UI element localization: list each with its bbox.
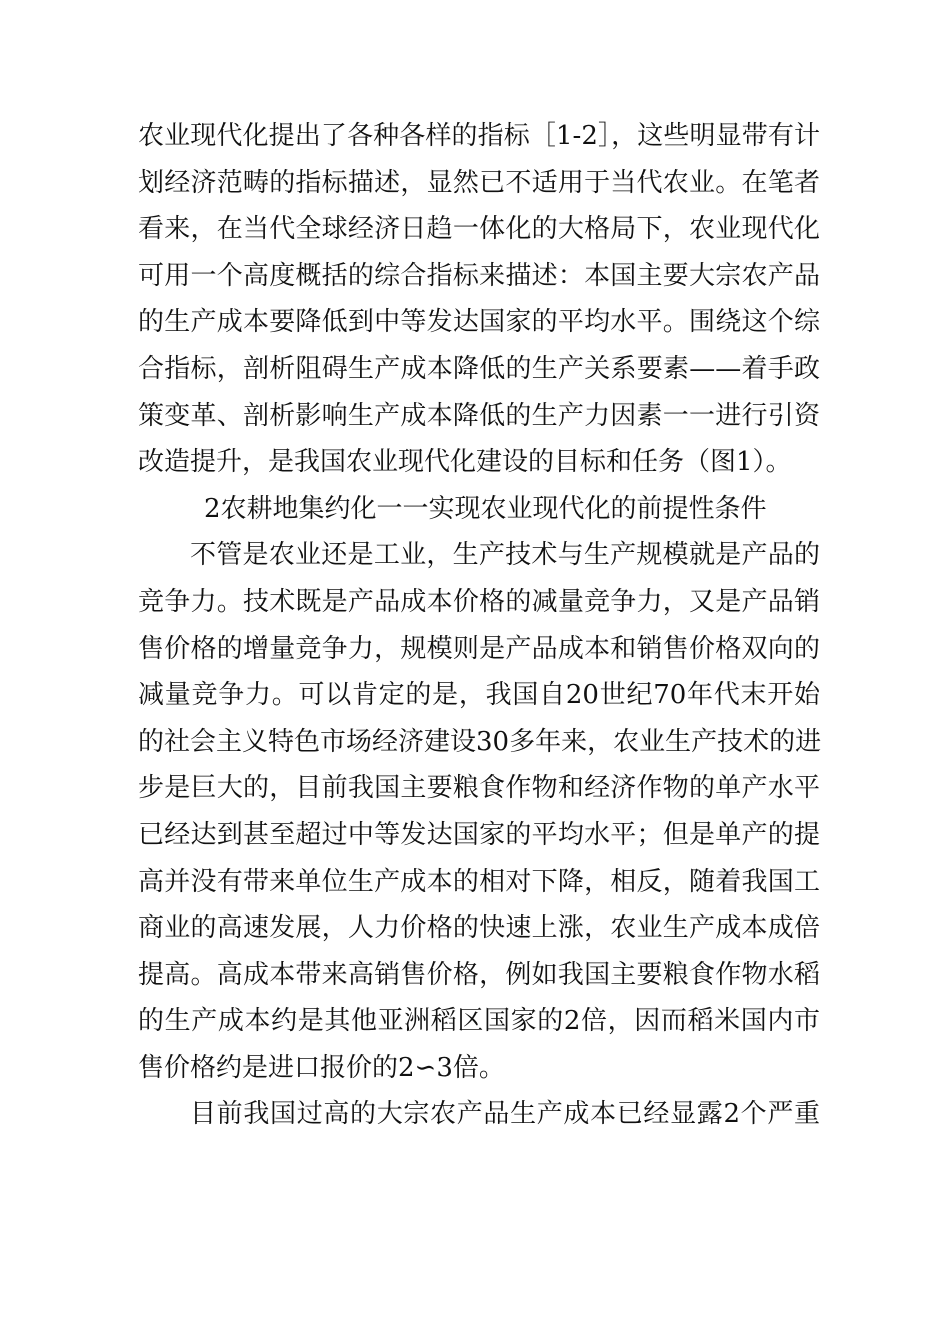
text-line: 合指标，剖析阻碍生产成本降低的生产关系要素——着手政	[138, 353, 820, 384]
text-line: 的生产成本要降低到中等发达国家的平均水平。围绕这个综	[138, 307, 820, 338]
text-line: 减量竞争力。可以肯定的是，我国自20世纪70年代末开始	[138, 680, 820, 711]
text-line: 售价格的增量竞争力，规模则是产品成本和销售价格双向的	[138, 633, 820, 664]
text-line: 的社会主义特色市场经济建设30多年来，农业生产技术的进	[138, 726, 822, 757]
text-line: 目前我国过高的大宗农产品生产成本已经显露2个严重	[190, 1099, 820, 1130]
text-line: 步是巨大的，目前我国主要粮食作物和经济作物的单产水平	[138, 773, 820, 804]
text-line: 看来，在当代全球经济日趋一体化的大格局下，农业现代化	[138, 214, 820, 245]
text-line: 已经达到甚至超过中等发达国家的平均水平；但是单产的提	[138, 819, 820, 850]
document-body	[138, 113, 820, 1138]
text-line: 策变革、剖析影响生产成本降低的生产力因素一一进行引资	[138, 400, 820, 431]
heading-text: 2农耕地集约化一一实现农业现代化的前提性条件	[204, 493, 767, 524]
text-line: 提高。高成本带来高销售价格，例如我国主要粮食作物水稻	[138, 959, 820, 990]
text-line: 售价格约是进口报价的2∽3倍。	[138, 1052, 505, 1083]
paragraph-indicators	[138, 113, 820, 486]
text-line: 农业现代化提出了各种各样的指标［1-2］，这些明显带有计	[138, 121, 820, 151]
section-heading	[138, 486, 820, 533]
text-line: 竞争力。技术既是产品成本价格的减量竞争力，又是产品销	[138, 586, 820, 617]
paragraph-competitiveness	[138, 532, 820, 1091]
text-line: 商业的高速发展，人力价格的快速上涨，农业生产成本成倍	[138, 913, 820, 944]
text-line: 可用一个高度概括的综合指标来描述：本国主要大宗农产品	[138, 260, 820, 291]
text-line: 不管是农业还是工业，生产技术与生产规模就是产品的	[190, 540, 820, 571]
paragraph-high-cost	[138, 1091, 820, 1138]
text-line: 高并没有带来单位生产成本的相对下降，相反，随着我国工	[138, 866, 820, 897]
text-line: 改造提升，是我国农业现代化建设的目标和任务（图1）。	[138, 447, 792, 478]
text-line: 划经济范畴的指标描述，显然已不适用于当代农业。在笔者	[138, 167, 820, 198]
text-line: 的生产成本约是其他亚洲稻区国家的2倍，因而稻米国内市	[138, 1006, 820, 1037]
